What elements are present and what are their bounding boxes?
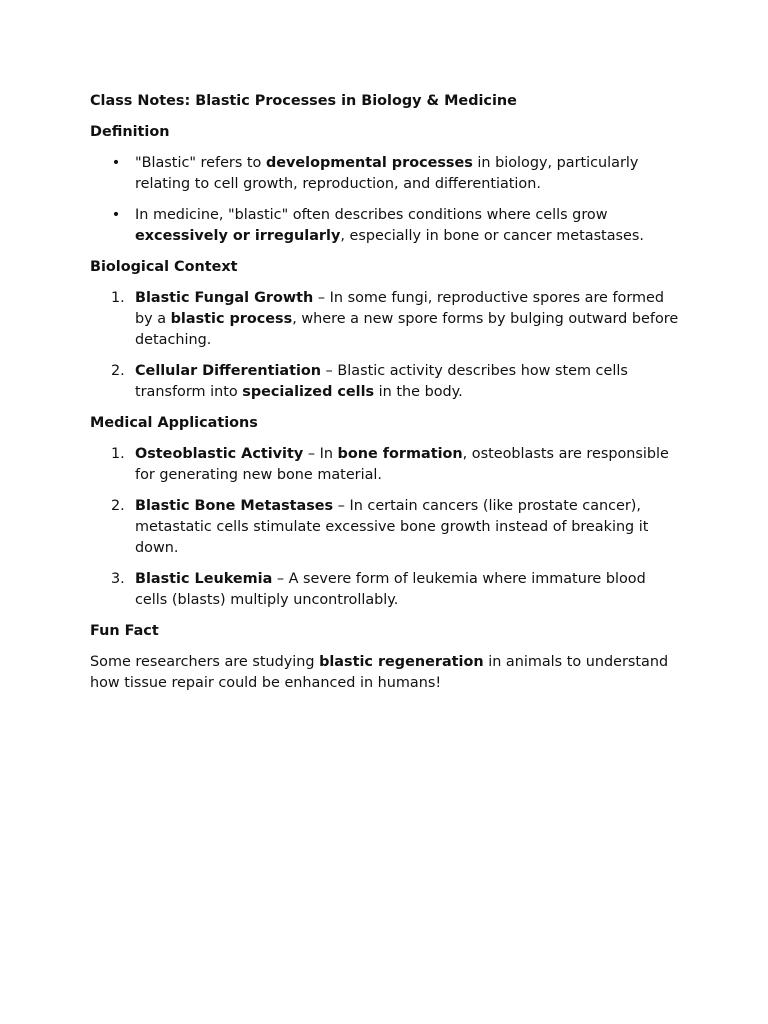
bold-text-run: blastic process	[170, 311, 293, 327]
document-body	[90, 91, 682, 694]
fun-fact-paragraph	[90, 652, 682, 694]
text-run: "Blastic" refers to	[135, 155, 266, 171]
list-item	[111, 361, 682, 403]
list-item-text	[135, 498, 648, 556]
bold-text-run: blastic regeneration	[319, 654, 484, 670]
bold-text-run: Blastic Bone Metastases	[135, 498, 334, 514]
text-run: Some researchers are studying	[90, 654, 320, 670]
bullet-icon: •	[111, 207, 121, 223]
list-item-text	[135, 363, 628, 400]
biological-context-list	[90, 288, 682, 403]
text-run: – In	[303, 446, 338, 462]
bold-text-run: Blastic Fungal Growth	[135, 290, 314, 306]
list-number: 3.	[111, 571, 125, 587]
list-item	[111, 153, 682, 195]
section-heading-medical-applications: Medical Applications	[90, 415, 258, 431]
bold-text-run: Osteoblastic Activity	[135, 446, 304, 462]
text-run: in biology, particularly relating to cell growth, reproduction, and differentiation.	[135, 155, 639, 192]
bold-text-run: developmental processes	[265, 155, 473, 171]
list-number: 1.	[111, 446, 125, 462]
bold-text-run: bone formation	[337, 446, 463, 462]
bold-text-run: Blastic Leukemia	[135, 571, 273, 587]
text-run: – A severe form of leukemia where immature blood cells (blasts) multiply uncontrollably.	[135, 571, 646, 608]
bold-text-run: Cellular Differentiation	[135, 363, 322, 379]
section-heading-biological-context: Biological Context	[90, 259, 238, 275]
bullet-icon: •	[111, 155, 121, 171]
list-item-text	[135, 290, 678, 348]
text-run: in the body.	[374, 384, 463, 400]
list-item-text	[135, 207, 644, 244]
medical-applications-list	[90, 444, 682, 611]
list-item-text	[135, 446, 669, 483]
list-number: 2.	[111, 363, 125, 379]
list-item	[111, 444, 682, 486]
text-run: , where a new spore forms by bulging outward before detaching.	[135, 311, 679, 348]
list-item	[111, 496, 682, 559]
list-item	[111, 288, 682, 351]
text-run: in animals to understand how tissue repair could be enhanced in humans!	[90, 654, 669, 691]
section-heading-definition: Definition	[90, 124, 170, 140]
list-number: 1.	[111, 290, 125, 306]
text-run: – In some fungi, reproductive spores are formed by a	[135, 290, 665, 327]
list-number: 2.	[111, 498, 125, 514]
definition-list	[90, 153, 682, 247]
document-title: Class Notes: Blastic Processes in Biology & Medicine	[90, 93, 517, 109]
bold-text-run: specialized cells	[242, 384, 375, 400]
section-heading-fun-fact: Fun Fact	[90, 623, 159, 639]
list-item	[111, 205, 682, 247]
bold-text-run: excessively or irregularly	[135, 228, 341, 244]
list-item	[111, 569, 682, 611]
text-run: – In certain cancers (like prostate cancer), metastatic cells stimulate excessive bone growth instead of breaking it down.	[135, 498, 649, 556]
text-run: – Blastic activity describes how stem cells transform into	[135, 363, 628, 400]
list-item-text	[135, 571, 646, 608]
text-run: , especially in bone or cancer metastases.	[340, 228, 644, 244]
list-item-text	[135, 155, 638, 192]
text-run: , osteoblasts are responsible for generating new bone material.	[135, 446, 669, 483]
text-run: In medicine, "blastic" often describes conditions where cells grow	[135, 207, 608, 223]
